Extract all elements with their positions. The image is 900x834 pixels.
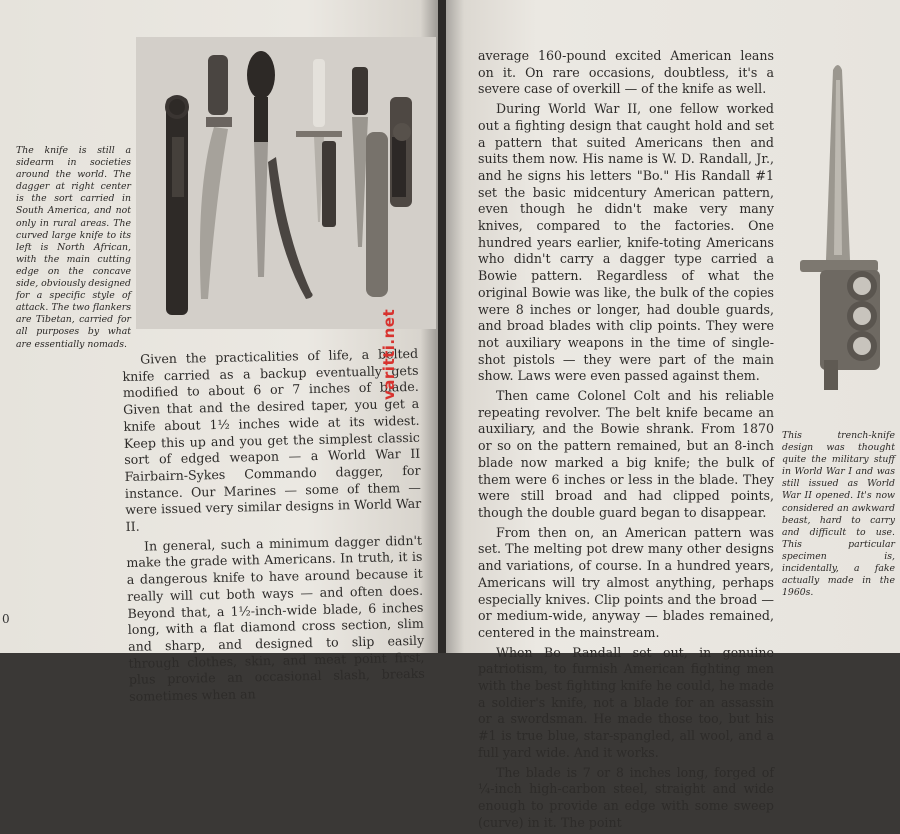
knife-photo-caption	[16, 145, 131, 351]
paragraph: Given the practicalities of life, a belted knife carried as a backup eventually gets modified to about 6 or 7 inches of blade. Given that and the desired taper, you get a knife about 1½ inches wide at its widest. Keep this up and you get the simplest classic sort of edged weapon — a World War II Fairbairn-Sykes Commando dagger, for instance. Our Marines — some of them — were issued very similar designs in World War II.	[122, 345, 422, 534]
left-page	[0, 0, 438, 704]
paragraph: From then on, an American pattern was set. The melting pot drew many other designs and variations, of course. In a hundred years, Americans will try almost anything, perhaps especially knives. Clip points and the broad — or medium-wide, anyway — blades remained, centered in the mainstream.	[478, 524, 774, 640]
paragraph: Then came Colonel Colt and his reliable repeating revolver. The belt knife became an auxiliary, and the Bowie shrank. From 1870 or so on the pattern remained, but an 8-inch blade now marked a big knife; the bulk of them were 6 inches or less in the blade. They were still broad and had clipped points, though the double guard began to disappear.	[478, 388, 774, 520]
paragraph: The blade is 7 or 8 inches long, forged of ¼-inch high-carbon steel, straight and wide enough to provide an edge with some sweep (curve) in it. The point	[478, 764, 774, 830]
caption-text: The knife is still a sidearm in societies around the world. The dagger at right center is the sort carried in South America, and not only in rural areas. The curved large knife to its left is North African, with the main cutting edge on the concave side, obviously designed for a specific style of attack. The two flankers are Tibetan, carried for all purposes by what are essentially nomads.	[16, 145, 132, 350]
paragraph: During World War II, one fellow worked out a fighting design that caught hold and set a pattern that suited Americans then and suits them now. His name is W. D. Randall, Jr., and he signs his letters "Bo." His Randall #1 set the basic midcentury American pattern, even though he didn't make very many knives, compared to the factories. One hundred years earlier, knife-toting Americans who didn't carry a dagger type carried a Bowie pattern. Regardless of what the original Bowie was like, the bulk of the copies were 8 inches or longer, had double guards, and broad blades with clip points. They were not auxiliary weapons in the time of single-shot pistols — they were part of the main show. Laws were even passed against them.	[478, 101, 774, 384]
trench-knife-photo	[790, 60, 890, 400]
paragraph: In general, such a minimum dagger didn't make the grade with Americans. In truth, it is a dangerous knife to have around because it really will cut both ways — and often does. Beyond that, a 1½-inch-wide blade, 6 inches long, with a flat diamond cross section, slim and sharp, and designed to slip easily through clothes, skin, and meat point first, plus provide an occasional slash, breaks sometimes when an	[126, 532, 425, 704]
page-number: 0	[2, 612, 10, 626]
watermark: varitti.net	[380, 308, 398, 400]
paragraph: When Bo Randall set out, in genuine patriotism, to furnish American fighting men with the best fighting knife he could, he made a soldier's knife, not a blade for an assassin or a swordsman. He made those too, but his #1 is true blue, star-spangled, all wool, and a full yard wide. And it works.	[478, 644, 774, 760]
right-body-text	[478, 48, 774, 834]
book-gutter	[438, 0, 446, 653]
knives-photo	[136, 37, 436, 329]
paragraph: average 160-pound excited American leans on it. On rare occasions, doubtless, it's a severe case of overkill — of the knife as well.	[478, 48, 774, 97]
trench-knife-caption	[782, 430, 895, 599]
left-body-text	[122, 346, 425, 709]
caption-text: This trench-knife design was thought quite the military stuff in World War I and was still issued as World War II opened. It's now considered an awkward beast, hard to carry and difficult to use. This particular specimen is, incidentally, a fake actually made in the 1960s.	[782, 430, 895, 599]
